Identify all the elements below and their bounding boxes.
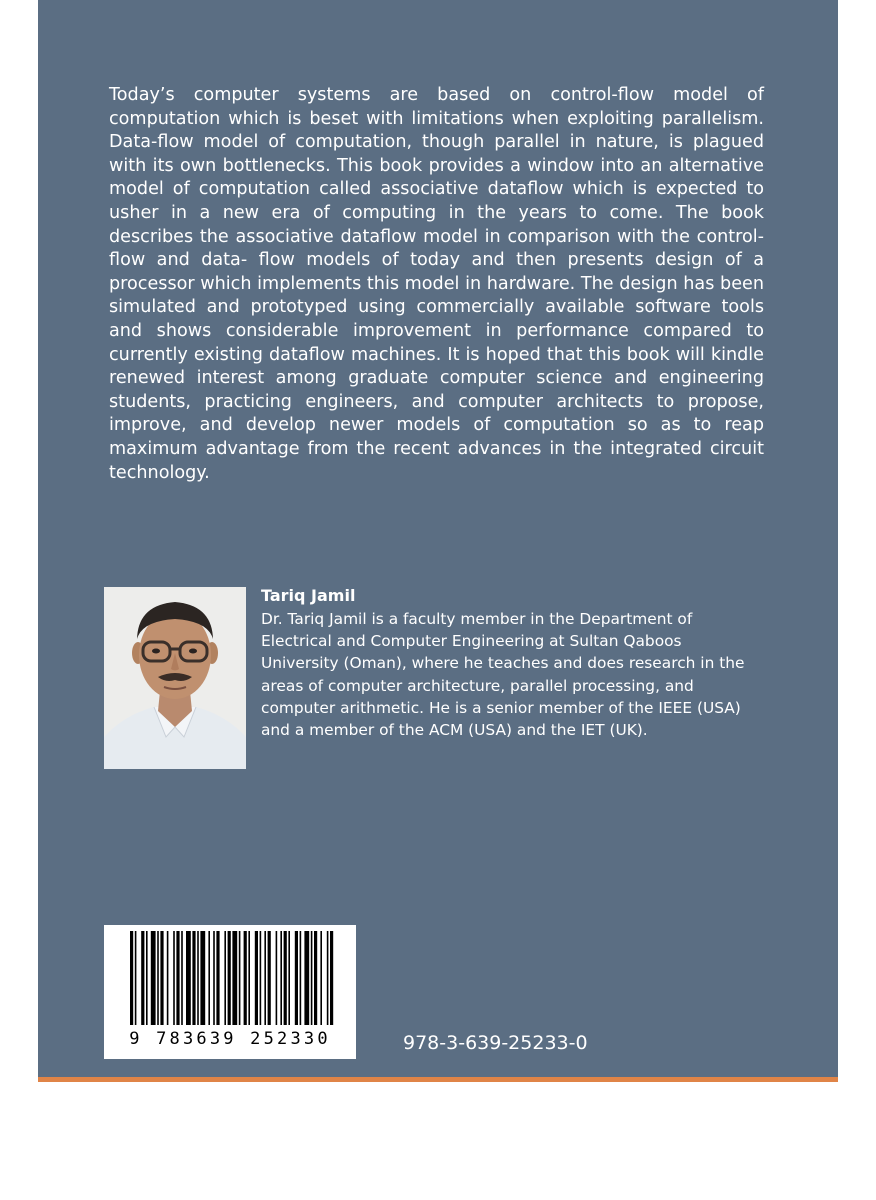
barcode-bar xyxy=(160,931,163,1025)
author-bio: Dr. Tariq Jamil is a faculty member in the Department of Electrical and Computer Engineering at Sultan Qaboos University (Oman), where he teaches and does research in the areas of computer architecture, parallel processing, and computer arithmetic. He is a senior member of the IEEE (USA) and a member of the ACM (USA) and the IET (UK). xyxy=(261,610,745,740)
barcode-bar xyxy=(260,931,262,1025)
isbn-barcode xyxy=(104,925,356,1059)
author-photo xyxy=(104,587,246,769)
barcode-bar xyxy=(320,931,322,1025)
barcode-bar xyxy=(208,931,210,1025)
barcode-bar xyxy=(157,931,159,1025)
barcode-bar xyxy=(248,931,250,1025)
barcode-bar xyxy=(244,931,247,1025)
barcode-bar xyxy=(135,931,137,1025)
barcode-bar xyxy=(213,931,215,1025)
barcode-bar xyxy=(176,931,179,1025)
barcode-bar xyxy=(264,931,266,1025)
barcode-bar xyxy=(192,931,195,1025)
barcode-bar xyxy=(239,931,241,1025)
barcode-bar xyxy=(216,931,219,1025)
barcode-bar xyxy=(186,931,191,1025)
barcode-bar xyxy=(167,931,169,1025)
barcode-bar xyxy=(130,931,133,1025)
barcode-bar xyxy=(173,931,175,1025)
barcode-bar xyxy=(232,931,237,1025)
barcode-bar xyxy=(151,931,156,1025)
author-portrait-icon xyxy=(104,587,246,769)
barcode-bar xyxy=(330,931,333,1025)
barcode-bar xyxy=(146,931,148,1025)
barcode-bar xyxy=(314,931,317,1025)
isbn-number: 978-3-639-25233-0 xyxy=(403,1032,588,1054)
barcode-bar xyxy=(268,931,271,1025)
barcode-bar xyxy=(304,931,309,1025)
barcode-bar xyxy=(228,931,231,1025)
barcode-digits: 9 783639 252330 xyxy=(129,1029,331,1049)
barcode-bar xyxy=(181,931,183,1025)
author-name: Tariq Jamil xyxy=(261,586,356,605)
barcode-bar xyxy=(288,931,290,1025)
barcode-bar xyxy=(255,931,258,1025)
barcode-bar xyxy=(197,931,199,1025)
barcode-bar xyxy=(295,931,298,1025)
barcode-bar xyxy=(327,931,329,1025)
barcode-bar xyxy=(284,931,287,1025)
barcode-bar xyxy=(311,931,313,1025)
barcode-bar xyxy=(200,931,205,1025)
accent-band xyxy=(38,1077,838,1082)
barcode-bar xyxy=(280,931,282,1025)
barcode-bar xyxy=(300,931,302,1025)
barcode-bar xyxy=(224,931,226,1025)
book-blurb: Today’s computer systems are based on control-flow model of computation which is beset with limitations when exploiting parallelism. Data-flow model of computation, though parallel in nature, is plagued with its own bottlenecks. This book provides a window into an alternative model of computation called associative dataflow which is expected to usher in a new era of computing in the years to come. The book describes the associative dataflow model in comparison with the control-flow and data- flow models of today and then presents design of a processor which implements this model in hardware. The design has been simulated and prototyped using commercially available software tools and shows considerable improvement in performance compared to currently existing dataflow machines. It is hoped that this book will kindle renewed interest among graduate computer science and engineering students, practicing engineers, and computer architects to propose, improve, and develop newer models of computation so as to reap maximum advantage from the recent advances in the integrated circuit technology. xyxy=(109,85,764,483)
barcode-bar xyxy=(276,931,278,1025)
barcode-bar xyxy=(141,931,144,1025)
